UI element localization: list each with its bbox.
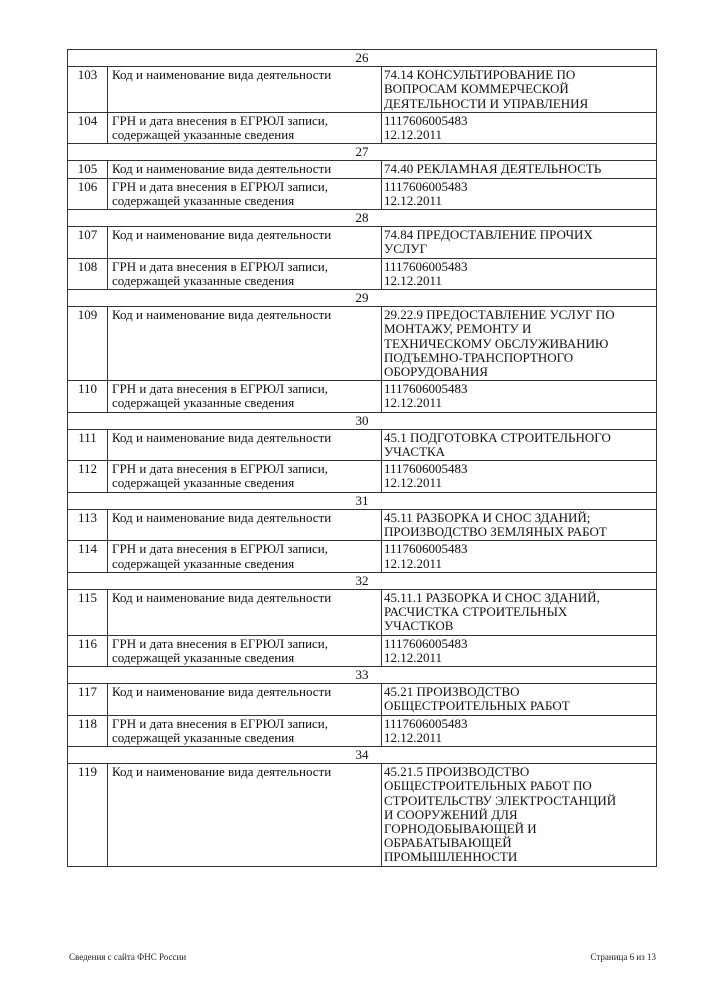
table-row <box>68 112 657 143</box>
field-value-text: 1117606005483 12.12.2011 <box>384 381 468 411</box>
row-number: 116 <box>68 635 108 666</box>
field-value-text: 45.11 РАЗБОРКА И СНОС ЗДАНИЙ; ПРОИЗВОДСТВО ЗЕМЛЯНЫХ РАБОТ <box>384 509 607 540</box>
section-header-row <box>68 412 657 429</box>
field-label <box>108 461 382 492</box>
field-label <box>108 112 382 143</box>
row-number: 113 <box>68 509 108 540</box>
table-row <box>68 227 657 258</box>
field-value-text: 74.14 КОНСУЛЬТИРОВАНИЕ ПО ВОПРОСАМ КОММЕРЧЕСКОЙ ДЕЯТЕЛЬНОСТИ И УПРАВЛЕНИЯ <box>384 67 589 111</box>
field-value <box>382 461 657 492</box>
row-number: 107 <box>68 227 108 258</box>
field-value-text: 74.40 РЕКЛАМНАЯ ДЕЯТЕЛЬНОСТЬ <box>384 161 602 177</box>
field-value-text: 45.11.1 РАЗБОРКА И СНОС ЗДАНИЙ, РАСЧИСТКА СТРОИТЕЛЬНЫХ УЧАСТКОВ <box>384 589 600 634</box>
row-number: 114 <box>68 541 108 572</box>
row-number: 108 <box>68 258 108 289</box>
field-label-text: Код и наименование вида деятельности <box>112 684 332 700</box>
row-number: 109 <box>68 307 108 381</box>
field-value <box>382 635 657 666</box>
field-value <box>382 258 657 289</box>
table-row <box>68 258 657 289</box>
field-label <box>108 178 382 209</box>
field-label-text: Код и наименование вида деятельности <box>112 429 332 445</box>
field-value <box>382 67 657 113</box>
field-value-text: 1117606005483 12.12.2011 <box>384 541 468 571</box>
section-header-row <box>68 666 657 683</box>
table-row <box>68 161 657 178</box>
section-header-row <box>68 290 657 307</box>
table-row <box>68 635 657 666</box>
field-value <box>382 161 657 178</box>
row-number: 105 <box>68 161 108 178</box>
field-label-text: Код и наименование вида деятельности <box>112 589 332 605</box>
field-label-text: ГРН и дата внесения в ЕГРЮЛ записи, содержащей указанные сведения <box>112 258 329 288</box>
field-value-text: 1117606005483 12.12.2011 <box>384 635 468 665</box>
section-header-row <box>68 50 657 67</box>
field-label-text: Код и наименование вида деятельности <box>112 67 332 83</box>
table-row <box>68 461 657 492</box>
section-number: 31 <box>68 492 657 509</box>
field-label-text: Код и наименование вида деятельности <box>112 227 332 243</box>
field-label-text: ГРН и дата внесения в ЕГРЮЛ записи, содержащей указанные сведения <box>112 112 329 143</box>
field-label <box>108 589 382 635</box>
table-row <box>68 715 657 746</box>
field-value-text: 45.21 ПРОИЗВОДСТВО ОБЩЕСТРОИТЕЛЬНЫХ РАБОТ <box>384 684 570 714</box>
row-number: 112 <box>68 461 108 492</box>
field-value <box>382 112 657 143</box>
table-row <box>68 178 657 209</box>
field-label <box>108 715 382 746</box>
field-value <box>382 381 657 412</box>
section-number: 34 <box>68 746 657 763</box>
field-value-text: 1117606005483 12.12.2011 <box>384 258 468 288</box>
egrul-extract-table <box>67 49 657 867</box>
field-value <box>382 307 657 381</box>
field-label-text: Код и наименование вида деятельности <box>112 161 332 177</box>
row-number: 118 <box>68 715 108 746</box>
row-number: 104 <box>68 112 108 143</box>
field-label-text: Код и наименование вида деятельности <box>112 509 332 525</box>
row-number: 110 <box>68 381 108 412</box>
field-label <box>108 381 382 412</box>
field-label-text: ГРН и дата внесения в ЕГРЮЛ записи, содержащей указанные сведения <box>112 178 329 208</box>
field-value-text: 1117606005483 12.12.2011 <box>384 715 468 745</box>
field-value-text: 1117606005483 12.12.2011 <box>384 461 468 491</box>
field-label-text: ГРН и дата внесения в ЕГРЮЛ записи, содержащей указанные сведения <box>112 715 329 745</box>
section-header-row <box>68 746 657 763</box>
field-label-text: Код и наименование вида деятельности <box>112 764 332 780</box>
section-header-row <box>68 492 657 509</box>
table-row <box>68 764 657 866</box>
field-value <box>382 178 657 209</box>
table-row <box>68 381 657 412</box>
field-value-text: 29.22.9 ПРЕДОСТАВЛЕНИЕ УСЛУГ ПО МОНТАЖУ, РЕМОНТУ И ТЕХНИЧЕСКОМУ ОБСЛУЖИВАНИЮ ПОДЪЕМНО-ТРАНСПОРТНОГО ОБОРУДОВАНИЯ <box>384 307 615 380</box>
footer-page-number: Страница 6 из 13 <box>590 952 656 962</box>
table-row <box>68 541 657 572</box>
field-value <box>382 509 657 540</box>
field-value <box>382 429 657 460</box>
section-number: 27 <box>68 144 657 161</box>
row-number: 119 <box>68 764 108 866</box>
table-row <box>68 307 657 381</box>
field-value <box>382 227 657 258</box>
row-number: 117 <box>68 684 108 715</box>
section-header-row <box>68 144 657 161</box>
section-number: 33 <box>68 666 657 683</box>
field-label <box>108 764 382 866</box>
field-label-text: Код и наименование вида деятельности <box>112 307 332 323</box>
field-value <box>382 764 657 866</box>
field-label <box>108 684 382 715</box>
row-number: 111 <box>68 429 108 460</box>
section-header-row <box>68 210 657 227</box>
section-number: 26 <box>68 50 657 67</box>
field-value <box>382 715 657 746</box>
table-row <box>68 589 657 635</box>
field-label <box>108 307 382 381</box>
table-row <box>68 684 657 715</box>
field-label <box>108 227 382 258</box>
table-row <box>68 509 657 540</box>
field-value-text: 45.1 ПОДГОТОВКА СТРОИТЕЛЬНОГО УЧАСТКА <box>384 429 611 460</box>
field-label-text: ГРН и дата внесения в ЕГРЮЛ записи, содержащей указанные сведения <box>112 635 329 665</box>
field-value-text: 74.84 ПРЕДОСТАВЛЕНИЕ ПРОЧИХ УСЛУГ <box>384 227 593 257</box>
section-number: 28 <box>68 210 657 227</box>
section-number: 30 <box>68 412 657 429</box>
table-row <box>68 429 657 460</box>
table-row <box>68 67 657 113</box>
field-label-text: ГРН и дата внесения в ЕГРЮЛ записи, содержащей указанные сведения <box>112 461 329 491</box>
section-header-row <box>68 572 657 589</box>
field-label <box>108 429 382 460</box>
field-value <box>382 589 657 635</box>
section-number: 29 <box>68 290 657 307</box>
field-label-text: ГРН и дата внесения в ЕГРЮЛ записи, содержащей указанные сведения <box>112 381 329 411</box>
row-number: 115 <box>68 589 108 635</box>
field-value <box>382 684 657 715</box>
field-label-text: ГРН и дата внесения в ЕГРЮЛ записи, содержащей указанные сведения <box>112 541 329 571</box>
table-body <box>68 50 657 867</box>
field-label <box>108 258 382 289</box>
row-number: 103 <box>68 67 108 113</box>
field-label <box>108 541 382 572</box>
section-number: 32 <box>68 572 657 589</box>
field-value-text: 1117606005483 12.12.2011 <box>384 112 468 143</box>
field-value-text: 1117606005483 12.12.2011 <box>384 178 468 208</box>
field-label <box>108 67 382 113</box>
field-label <box>108 635 382 666</box>
field-label <box>108 509 382 540</box>
field-value <box>382 541 657 572</box>
row-number: 106 <box>68 178 108 209</box>
field-value-text: 45.21.5 ПРОИЗВОДСТВО ОБЩЕСТРОИТЕЛЬНЫХ РАБОТ ПО СТРОИТЕЛЬСТВУ ЭЛЕКТРОСТАНЦИЙ И СООРУЖЕНИЙ ДЛЯ ГОРНОДОБЫВАЮЩЕЙ И ОБРАБАТЫВАЮЩЕЙ ПРОМЫШЛЕННОСТИ <box>384 764 617 865</box>
field-label <box>108 161 382 178</box>
footer-source: Сведения с сайта ФНС России <box>69 952 187 962</box>
